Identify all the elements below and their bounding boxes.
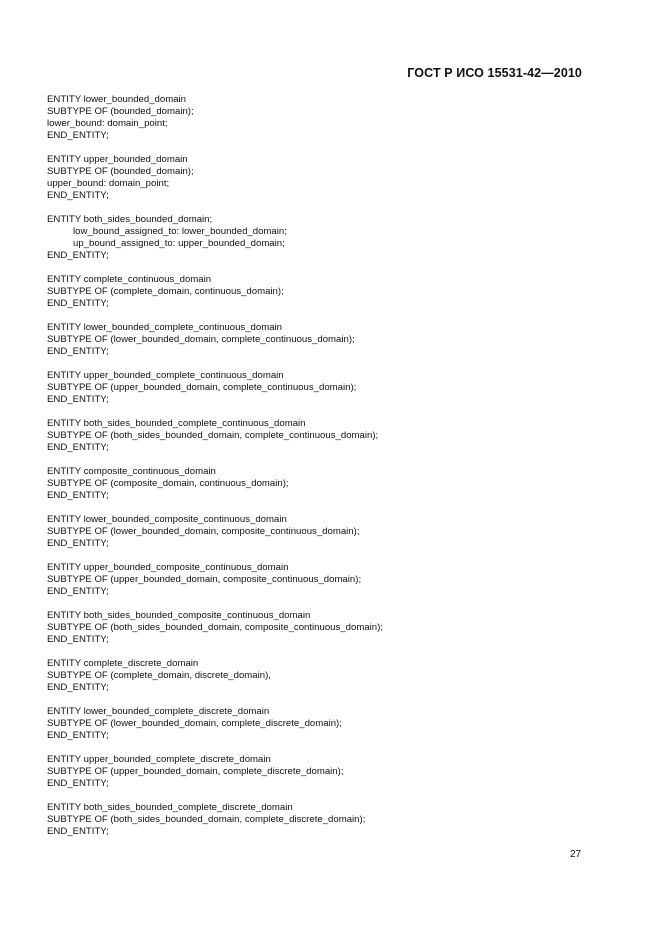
end-entity: END_ENTITY;: [47, 682, 109, 693]
end-entity: END_ENTITY;: [47, 250, 109, 261]
entity-declaration: ENTITY lower_bounded_domain: [47, 94, 187, 105]
end-entity: END_ENTITY;: [47, 730, 109, 741]
entity-declaration: ENTITY upper_bounded_composite_continuous_domain: [47, 562, 289, 573]
entity-declaration: ENTITY upper_bounded_complete_continuous_domain: [47, 370, 284, 381]
subtype-clause: SUBTYPE OF (upper_bounded_domain, complete_continuous_domain);: [47, 382, 357, 393]
subtype-clause: SUBTYPE OF (both_sides_bounded_domain, complete_discrete_domain);: [47, 814, 366, 825]
subtype-clause: SUBTYPE OF (bounded_domain);: [47, 106, 194, 117]
entity-block-both-sides-bounded-domain: [47, 214, 607, 262]
entity-declaration: ENTITY both_sides_bounded_complete_continuous_domain: [47, 418, 306, 429]
end-entity: END_ENTITY;: [47, 190, 109, 201]
entity-block-both-sides-bounded-complete-discrete-domain: [47, 802, 607, 838]
subtype-clause: SUBTYPE OF (both_sides_bounded_domain, complete_continuous_domain);: [47, 430, 379, 441]
end-entity: END_ENTITY;: [47, 298, 109, 309]
attribute-line: upper_bound: domain_point;: [47, 178, 170, 189]
end-entity: END_ENTITY;: [47, 538, 109, 549]
entity-declaration: ENTITY composite_continuous_domain: [47, 466, 216, 477]
entity-block-upper-bounded-complete-discrete-domain: [47, 754, 607, 790]
subtype-clause: SUBTYPE OF (bounded_domain);: [47, 166, 194, 177]
subtype-clause: SUBTYPE OF (lower_bounded_domain, complete_continuous_domain);: [47, 334, 355, 345]
end-entity: END_ENTITY;: [47, 634, 109, 645]
end-entity: END_ENTITY;: [47, 490, 109, 501]
subtype-clause: SUBTYPE OF (composite_domain, continuous_domain);: [47, 478, 289, 489]
subtype-clause: SUBTYPE OF (both_sides_bounded_domain, composite_continuous_domain);: [47, 622, 383, 633]
document-id-header: ГОСТ Р ИСО 15531-42—2010: [407, 66, 582, 80]
entity-block-upper-bounded-complete-continuous-domain: [47, 370, 607, 406]
subtype-clause: SUBTYPE OF (complete_domain, continuous_domain);: [47, 286, 284, 297]
entity-declaration: ENTITY lower_bounded_composite_continuous_domain: [47, 514, 287, 525]
entity-declaration: ENTITY complete_discrete_domain: [47, 658, 199, 669]
entity-block-composite-continuous-domain: [47, 466, 607, 502]
entity-declaration: ENTITY both_sides_bounded_complete_discrete_domain: [47, 802, 293, 813]
entity-declaration: ENTITY both_sides_bounded_domain;: [47, 214, 213, 225]
end-entity: END_ENTITY;: [47, 346, 109, 357]
entity-block-lower-bounded-complete-continuous-domain: [47, 322, 607, 358]
entity-declaration: ENTITY upper_bounded_complete_discrete_domain: [47, 754, 271, 765]
entity-declaration: ENTITY complete_continuous_domain: [47, 274, 212, 285]
end-entity: END_ENTITY;: [47, 826, 109, 837]
entity-declaration: ENTITY lower_bounded_complete_discrete_domain: [47, 706, 270, 717]
entity-block-complete-continuous-domain: [47, 274, 607, 310]
end-entity: END_ENTITY;: [47, 586, 109, 597]
entity-block-complete-discrete-domain: [47, 658, 607, 694]
entity-block-lower-bounded-composite-continuous-domain: [47, 514, 607, 550]
page-number: 27: [570, 849, 582, 860]
attribute-line: up_bound_assigned_to: upper_bounded_domain;: [73, 238, 285, 249]
subtype-clause: SUBTYPE OF (upper_bounded_domain, composite_continuous_domain);: [47, 574, 362, 585]
entity-block-lower-bounded-domain: [47, 94, 607, 142]
entity-block-lower-bounded-complete-discrete-domain: [47, 706, 607, 742]
end-entity: END_ENTITY;: [47, 442, 109, 453]
subtype-clause: SUBTYPE OF (upper_bounded_domain, complete_discrete_domain);: [47, 766, 344, 777]
end-entity: END_ENTITY;: [47, 130, 109, 141]
subtype-clause: SUBTYPE OF (lower_bounded_domain, complete_discrete_domain);: [47, 718, 342, 729]
subtype-clause: SUBTYPE OF (complete_domain, discrete_domain),: [47, 670, 271, 681]
end-entity: END_ENTITY;: [47, 778, 109, 789]
entity-block-both-sides-bounded-complete-continuous-domain: [47, 418, 607, 454]
entity-block-upper-bounded-composite-continuous-domain: [47, 562, 607, 598]
subtype-clause: SUBTYPE OF (lower_bounded_domain, composite_continuous_domain);: [47, 526, 360, 537]
entity-block-both-sides-bounded-composite-continuous-domain: [47, 610, 607, 646]
entity-block-upper-bounded-domain: [47, 154, 607, 202]
entity-declaration: ENTITY both_sides_bounded_composite_continuous_domain: [47, 610, 311, 621]
entity-declaration: ENTITY lower_bounded_complete_continuous_domain: [47, 322, 283, 333]
attribute-line: lower_bound: domain_point;: [47, 118, 168, 129]
express-schema-listing: [47, 94, 607, 850]
attribute-line: low_bound_assigned_to: lower_bounded_domain;: [73, 226, 287, 237]
end-entity: END_ENTITY;: [47, 394, 109, 405]
entity-declaration: ENTITY upper_bounded_domain: [47, 154, 188, 165]
